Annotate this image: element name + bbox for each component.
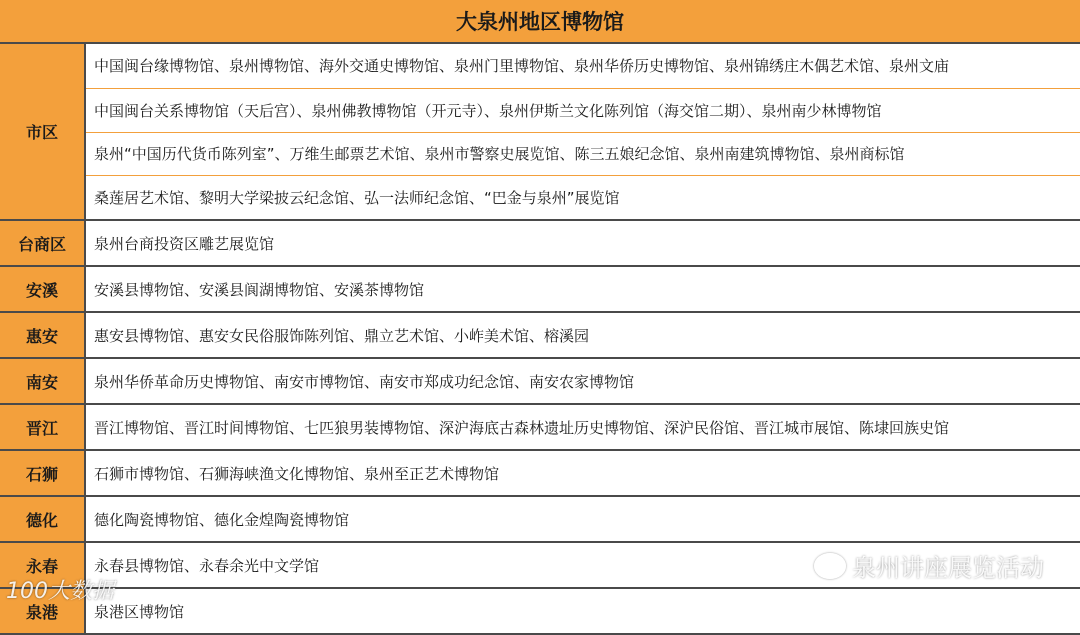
museum-list-row: 桑莲居艺术馆、黎明大学梁披云纪念馆、弘一法师纪念馆、“巴金与泉州”展览馆: [86, 175, 1080, 219]
district-label: 安溪: [0, 267, 86, 311]
district-group: [0, 359, 1080, 405]
district-group: [0, 221, 1080, 267]
museum-rows: [86, 267, 1080, 311]
museum-list-row: 泉州华侨革命历史博物馆、南安市博物馆、南安市郑成功纪念馆、南安农家博物馆: [94, 372, 635, 391]
district-group: [0, 405, 1080, 451]
district-label: 德化: [0, 497, 86, 541]
district-group: [0, 44, 1080, 221]
district-label: 泉港: [0, 589, 86, 633]
museum-list-row: 中国闽台关系博物馆（天后宫）、泉州佛教博物馆（开元寺）、泉州伊斯兰文化陈列馆（海交馆二期）、泉州南少林博物馆: [86, 88, 1080, 132]
museum-rows: [86, 497, 1080, 541]
museum-list-row: 中国闽台缘博物馆、泉州博物馆、海外交通史博物馆、泉州门里博物馆、泉州华侨历史博物馆、泉州锦绣庄木偶艺术馆、泉州文庙: [94, 57, 950, 76]
district-label: 石狮: [0, 451, 86, 495]
museum-list-row: 泉港区博物馆: [94, 602, 185, 621]
district-group: [0, 267, 1080, 313]
museum-rows: [86, 451, 1080, 495]
wechat-icon: [814, 553, 846, 579]
museum-list-row: 永春县博物馆、永春余光中文学馆: [94, 556, 320, 575]
district-label: 南安: [0, 359, 86, 403]
district-label: 市区: [0, 44, 86, 219]
museum-list-row: 德化陶瓷博物馆、德化金煌陶瓷博物馆: [94, 510, 350, 529]
museum-rows: [86, 313, 1080, 357]
district-group: [0, 451, 1080, 497]
museum-list-row: 泉州台商投资区雕艺展览馆: [94, 234, 275, 253]
museum-table: [0, 44, 1080, 635]
museum-rows: [86, 405, 1080, 449]
district-label: 晋江: [0, 405, 86, 449]
table-title: 大泉州地区博物馆: [0, 0, 1080, 44]
museum-rows: [86, 44, 1080, 219]
museum-rows: [86, 221, 1080, 265]
district-label: 台商区: [0, 221, 86, 265]
district-group: [0, 313, 1080, 359]
watermark: [814, 548, 1044, 583]
museum-list-row: 晋江博物馆、晋江时间博物馆、七匹狼男装博物馆、深沪海底古森林遗址历史博物馆、深沪民俗馆、晋江城市展馆、陈埭回族史馆: [94, 418, 950, 437]
district-group: [0, 497, 1080, 543]
corner-logo: 100大数据: [6, 579, 114, 604]
museum-list-row: 石狮市博物馆、石狮海峡渔文化博物馆、泉州至正艺术博物馆: [94, 464, 500, 483]
district-group: [0, 589, 1080, 635]
watermark-text: 泉州讲座展览活动: [852, 554, 1044, 582]
museum-list-row: 泉州“中国历代货币陈列室”、万维生邮票艺术馆、泉州市警察史展览馆、陈三五娘纪念馆、泉州南建筑博物馆、泉州商标馆: [86, 132, 1080, 176]
museum-list-row: 惠安县博物馆、惠安女民俗服饰陈列馆、鼎立艺术馆、小岞美术馆、榕溪园: [94, 326, 590, 345]
district-label: 惠安: [0, 313, 86, 357]
museum-rows: [86, 359, 1080, 403]
district-label: 永春: [0, 543, 86, 587]
museum-list-row: 安溪县博物馆、安溪县阆湖博物馆、安溪茶博物馆: [94, 280, 425, 299]
museum-rows: [86, 589, 1080, 633]
